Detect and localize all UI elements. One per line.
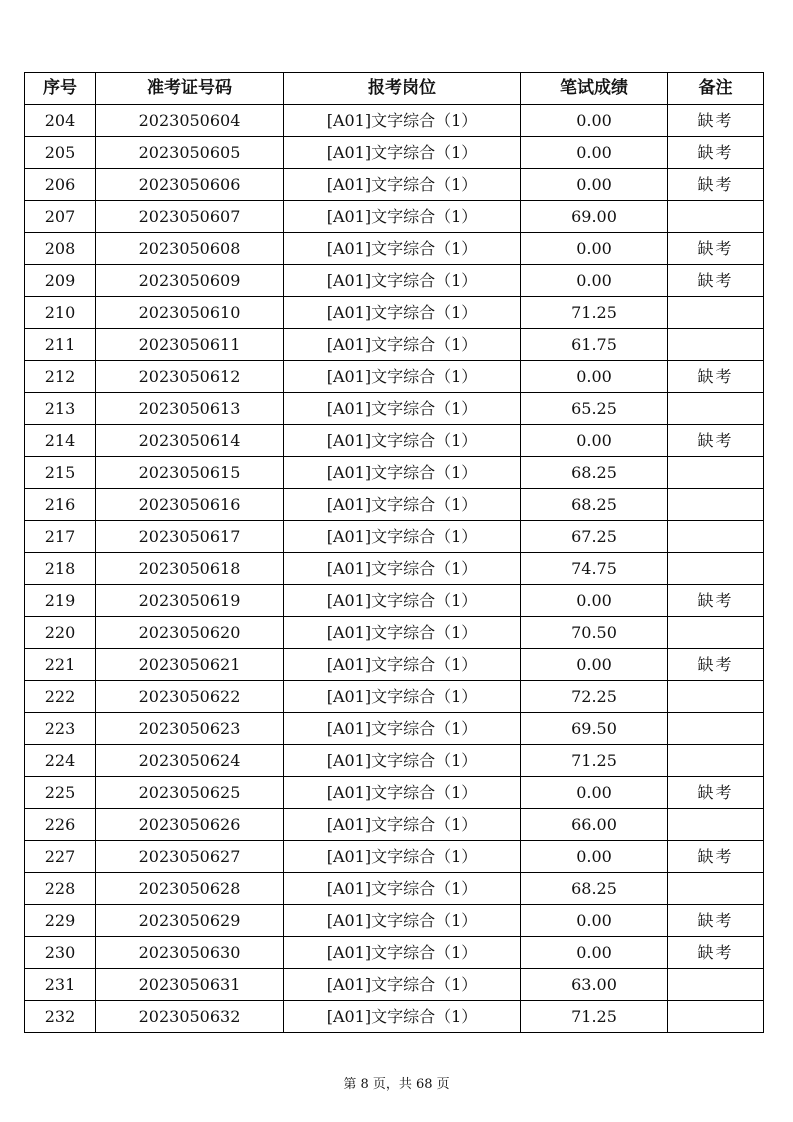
- table-row: [25, 937, 764, 969]
- cell-applied-position: [A01]文字综合（1）: [284, 937, 521, 969]
- cell-applied-position: [A01]文字综合（1）: [284, 329, 521, 361]
- cell-applied-position: [A01]文字综合（1）: [284, 649, 521, 681]
- cell-admission-ticket-number: 2023050611: [96, 329, 284, 361]
- cell-applied-position: [A01]文字综合（1）: [284, 617, 521, 649]
- table-row: [25, 265, 764, 297]
- cell-remarks: [668, 201, 764, 233]
- cell-serial-number: 210: [25, 297, 96, 329]
- table-row: [25, 105, 764, 137]
- cell-applied-position: [A01]文字综合（1）: [284, 521, 521, 553]
- cell-written-exam-score: 0.00: [521, 585, 668, 617]
- header-applied-position: 报考岗位: [284, 73, 521, 105]
- cell-admission-ticket-number: 2023050613: [96, 393, 284, 425]
- cell-admission-ticket-number: 2023050623: [96, 713, 284, 745]
- cell-remarks: [668, 489, 764, 521]
- cell-written-exam-score: 71.25: [521, 1001, 668, 1033]
- table-row: [25, 777, 764, 809]
- cell-written-exam-score: 0.00: [521, 105, 668, 137]
- page-number-footer: 第 8 页，共 68 页: [343, 1077, 450, 1092]
- cell-written-exam-score: 74.75: [521, 553, 668, 585]
- table-row: [25, 745, 764, 777]
- cell-written-exam-score: 0.00: [521, 937, 668, 969]
- cell-serial-number: 214: [25, 425, 96, 457]
- cell-applied-position: [A01]文字综合（1）: [284, 585, 521, 617]
- cell-admission-ticket-number: 2023050618: [96, 553, 284, 585]
- cell-admission-ticket-number: 2023050632: [96, 1001, 284, 1033]
- cell-serial-number: 206: [25, 169, 96, 201]
- cell-serial-number: 216: [25, 489, 96, 521]
- table-row: [25, 617, 764, 649]
- cell-admission-ticket-number: 2023050606: [96, 169, 284, 201]
- cell-applied-position: [A01]文字综合（1）: [284, 297, 521, 329]
- cell-serial-number: 209: [25, 265, 96, 297]
- cell-admission-ticket-number: 2023050616: [96, 489, 284, 521]
- table-row: [25, 361, 764, 393]
- cell-admission-ticket-number: 2023050614: [96, 425, 284, 457]
- cell-written-exam-score: 66.00: [521, 809, 668, 841]
- cell-written-exam-score: 69.00: [521, 201, 668, 233]
- header-written-exam-score: 笔试成绩: [521, 73, 668, 105]
- cell-written-exam-score: 0.00: [521, 137, 668, 169]
- cell-admission-ticket-number: 2023050617: [96, 521, 284, 553]
- table-row: [25, 457, 764, 489]
- table-row: [25, 489, 764, 521]
- cell-remarks: [668, 681, 764, 713]
- cell-admission-ticket-number: 2023050607: [96, 201, 284, 233]
- cell-remarks: [668, 745, 764, 777]
- cell-written-exam-score: 68.25: [521, 457, 668, 489]
- cell-serial-number: 217: [25, 521, 96, 553]
- cell-serial-number: 228: [25, 873, 96, 905]
- table-body: [25, 105, 764, 1033]
- cell-serial-number: 208: [25, 233, 96, 265]
- cell-serial-number: 218: [25, 553, 96, 585]
- cell-serial-number: 213: [25, 393, 96, 425]
- cell-serial-number: 230: [25, 937, 96, 969]
- cell-admission-ticket-number: 2023050625: [96, 777, 284, 809]
- cell-written-exam-score: 0.00: [521, 777, 668, 809]
- cell-serial-number: 231: [25, 969, 96, 1001]
- cell-admission-ticket-number: 2023050630: [96, 937, 284, 969]
- cell-applied-position: [A01]文字综合（1）: [284, 169, 521, 201]
- table-row: [25, 649, 764, 681]
- cell-admission-ticket-number: 2023050631: [96, 969, 284, 1001]
- cell-applied-position: [A01]文字综合（1）: [284, 137, 521, 169]
- cell-applied-position: [A01]文字综合（1）: [284, 969, 521, 1001]
- cell-serial-number: 225: [25, 777, 96, 809]
- table-row: [25, 393, 764, 425]
- cell-remarks: 缺考: [668, 265, 764, 297]
- cell-remarks: 缺考: [668, 905, 764, 937]
- cell-remarks: [668, 553, 764, 585]
- cell-serial-number: 223: [25, 713, 96, 745]
- cell-admission-ticket-number: 2023050628: [96, 873, 284, 905]
- cell-admission-ticket-number: 2023050624: [96, 745, 284, 777]
- cell-admission-ticket-number: 2023050609: [96, 265, 284, 297]
- table-row: [25, 841, 764, 873]
- cell-applied-position: [A01]文字综合（1）: [284, 777, 521, 809]
- cell-remarks: 缺考: [668, 777, 764, 809]
- table-row: [25, 169, 764, 201]
- cell-written-exam-score: 0.00: [521, 265, 668, 297]
- cell-remarks: [668, 297, 764, 329]
- cell-remarks: 缺考: [668, 841, 764, 873]
- cell-written-exam-score: 0.00: [521, 361, 668, 393]
- cell-admission-ticket-number: 2023050610: [96, 297, 284, 329]
- cell-remarks: [668, 969, 764, 1001]
- cell-serial-number: 212: [25, 361, 96, 393]
- table-row: [25, 1001, 764, 1033]
- cell-admission-ticket-number: 2023050629: [96, 905, 284, 937]
- cell-serial-number: 224: [25, 745, 96, 777]
- cell-applied-position: [A01]文字综合（1）: [284, 457, 521, 489]
- cell-applied-position: [A01]文字综合（1）: [284, 489, 521, 521]
- cell-written-exam-score: 0.00: [521, 233, 668, 265]
- table-row: [25, 553, 764, 585]
- table-row: [25, 905, 764, 937]
- cell-remarks: 缺考: [668, 233, 764, 265]
- cell-remarks: [668, 521, 764, 553]
- cell-serial-number: 211: [25, 329, 96, 361]
- cell-applied-position: [A01]文字综合（1）: [284, 265, 521, 297]
- header-remarks: 备注: [668, 73, 764, 105]
- cell-written-exam-score: 0.00: [521, 841, 668, 873]
- table-row: [25, 201, 764, 233]
- cell-remarks: [668, 809, 764, 841]
- table-row: [25, 425, 764, 457]
- cell-applied-position: [A01]文字综合（1）: [284, 201, 521, 233]
- cell-written-exam-score: 63.00: [521, 969, 668, 1001]
- cell-admission-ticket-number: 2023050627: [96, 841, 284, 873]
- table-row: [25, 329, 764, 361]
- cell-applied-position: [A01]文字综合（1）: [284, 105, 521, 137]
- cell-remarks: [668, 873, 764, 905]
- cell-serial-number: 207: [25, 201, 96, 233]
- cell-applied-position: [A01]文字综合（1）: [284, 745, 521, 777]
- cell-written-exam-score: 68.25: [521, 489, 668, 521]
- cell-written-exam-score: 67.25: [521, 521, 668, 553]
- cell-remarks: 缺考: [668, 425, 764, 457]
- cell-remarks: 缺考: [668, 169, 764, 201]
- cell-serial-number: 221: [25, 649, 96, 681]
- cell-applied-position: [A01]文字综合（1）: [284, 873, 521, 905]
- cell-written-exam-score: 71.25: [521, 297, 668, 329]
- cell-remarks: [668, 393, 764, 425]
- cell-written-exam-score: 72.25: [521, 681, 668, 713]
- cell-written-exam-score: 69.50: [521, 713, 668, 745]
- cell-serial-number: 229: [25, 905, 96, 937]
- cell-remarks: [668, 617, 764, 649]
- cell-applied-position: [A01]文字综合（1）: [284, 393, 521, 425]
- cell-admission-ticket-number: 2023050604: [96, 105, 284, 137]
- cell-remarks: [668, 713, 764, 745]
- cell-serial-number: 215: [25, 457, 96, 489]
- table-header-row: [25, 73, 764, 105]
- table-row: [25, 233, 764, 265]
- score-table: [24, 72, 764, 1033]
- cell-applied-position: [A01]文字综合（1）: [284, 681, 521, 713]
- table-row: [25, 521, 764, 553]
- cell-serial-number: 219: [25, 585, 96, 617]
- cell-serial-number: 222: [25, 681, 96, 713]
- cell-written-exam-score: 68.25: [521, 873, 668, 905]
- cell-written-exam-score: 61.75: [521, 329, 668, 361]
- cell-serial-number: 232: [25, 1001, 96, 1033]
- cell-applied-position: [A01]文字综合（1）: [284, 809, 521, 841]
- cell-remarks: 缺考: [668, 937, 764, 969]
- cell-serial-number: 227: [25, 841, 96, 873]
- cell-written-exam-score: 65.25: [521, 393, 668, 425]
- cell-applied-position: [A01]文字综合（1）: [284, 1001, 521, 1033]
- cell-remarks: 缺考: [668, 585, 764, 617]
- cell-written-exam-score: 70.50: [521, 617, 668, 649]
- cell-serial-number: 204: [25, 105, 96, 137]
- cell-remarks: [668, 1001, 764, 1033]
- cell-admission-ticket-number: 2023050615: [96, 457, 284, 489]
- cell-admission-ticket-number: 2023050605: [96, 137, 284, 169]
- cell-remarks: [668, 329, 764, 361]
- cell-admission-ticket-number: 2023050620: [96, 617, 284, 649]
- table-row: [25, 585, 764, 617]
- cell-applied-position: [A01]文字综合（1）: [284, 425, 521, 457]
- cell-serial-number: 205: [25, 137, 96, 169]
- cell-admission-ticket-number: 2023050608: [96, 233, 284, 265]
- cell-remarks: 缺考: [668, 361, 764, 393]
- cell-remarks: 缺考: [668, 649, 764, 681]
- header-serial-number: 序号: [25, 73, 96, 105]
- table-row: [25, 297, 764, 329]
- cell-written-exam-score: 0.00: [521, 169, 668, 201]
- table-row: [25, 713, 764, 745]
- header-admission-ticket-number: 准考证号码: [96, 73, 284, 105]
- cell-admission-ticket-number: 2023050612: [96, 361, 284, 393]
- cell-admission-ticket-number: 2023050626: [96, 809, 284, 841]
- cell-written-exam-score: 0.00: [521, 649, 668, 681]
- table-row: [25, 873, 764, 905]
- cell-admission-ticket-number: 2023050621: [96, 649, 284, 681]
- cell-admission-ticket-number: 2023050622: [96, 681, 284, 713]
- table-row: [25, 969, 764, 1001]
- cell-applied-position: [A01]文字综合（1）: [284, 713, 521, 745]
- cell-remarks: 缺考: [668, 137, 764, 169]
- cell-remarks: 缺考: [668, 105, 764, 137]
- cell-written-exam-score: 0.00: [521, 905, 668, 937]
- cell-applied-position: [A01]文字综合（1）: [284, 233, 521, 265]
- cell-written-exam-score: 0.00: [521, 425, 668, 457]
- cell-applied-position: [A01]文字综合（1）: [284, 841, 521, 873]
- cell-remarks: [668, 457, 764, 489]
- table-row: [25, 809, 764, 841]
- cell-serial-number: 220: [25, 617, 96, 649]
- table-row: [25, 137, 764, 169]
- cell-applied-position: [A01]文字综合（1）: [284, 361, 521, 393]
- cell-applied-position: [A01]文字综合（1）: [284, 905, 521, 937]
- cell-applied-position: [A01]文字综合（1）: [284, 553, 521, 585]
- cell-serial-number: 226: [25, 809, 96, 841]
- table-row: [25, 681, 764, 713]
- cell-admission-ticket-number: 2023050619: [96, 585, 284, 617]
- cell-written-exam-score: 71.25: [521, 745, 668, 777]
